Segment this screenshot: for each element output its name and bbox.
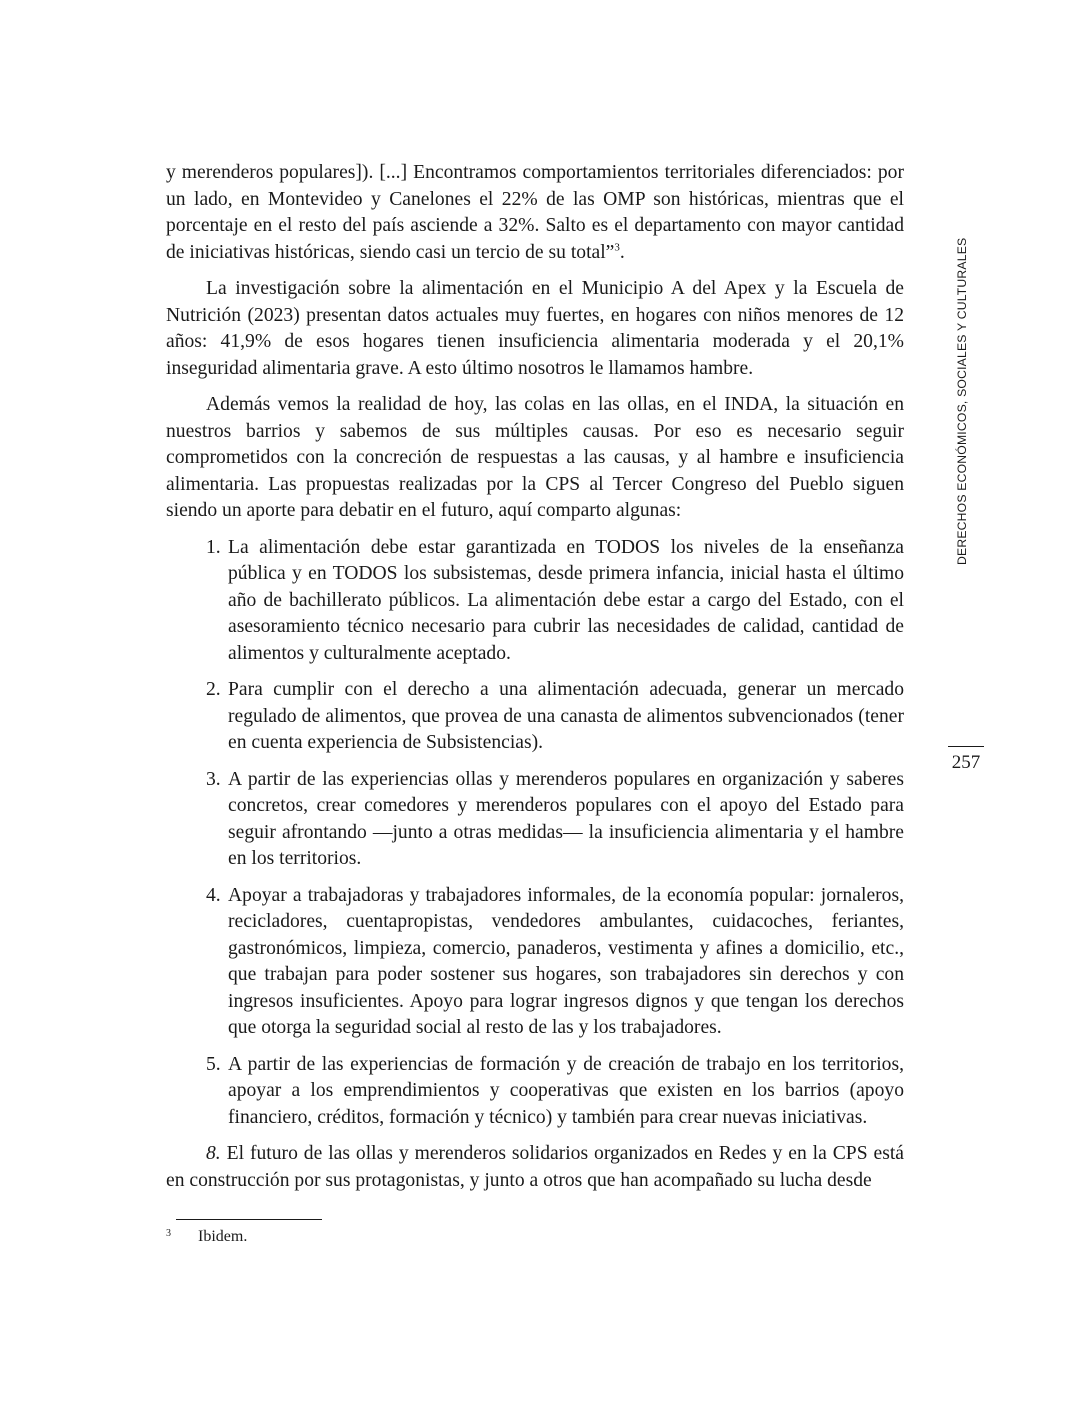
list-item-number: 5. xyxy=(206,1053,221,1075)
list-item-number: 1. xyxy=(206,536,221,558)
proposals-list xyxy=(166,535,904,1132)
list-item xyxy=(206,883,904,1042)
list-item-text: A partir de las experiencias ollas y merenderos populares en organización y saberes concretos, crear comedores y merenderos populares con el apoyo del Estado para seguir afrontando —junto a otras medidas— la insuficiencia alimentaria y el hambre en los territorios. xyxy=(228,768,904,869)
footnote-divider xyxy=(176,1219,322,1220)
paragraph-text: y merenderos populares]). [...] Encontramos comportamientos territoriales diferenciados: por un lado, en Montevideo y Canelones el 22% de las OMP son históricas, mientras que el porcentaje en el resto del país asciende a 32%. Salto es el departamento con mayor cantidad de iniciativas históricas, siendo casi un tercio de su total” xyxy=(166,162,904,263)
footnote-text: Ibidem. xyxy=(198,1228,248,1245)
footnote-mark: 3 xyxy=(166,1228,171,1239)
section-number: 8. xyxy=(206,1143,221,1164)
list-item-number: 3. xyxy=(206,768,221,790)
page-number: 257 xyxy=(951,752,981,773)
list-item-number: 4. xyxy=(206,884,221,906)
list-item-text: Apoyar a trabajadoras y trabajadores informales, de la economía popular: jornaleros, recicladores, cuentapropistas, vendedores ambulantes, cuidacoches, feriantes, gastronómicos, limpieza, comercio, panaderos, vestimenta y afines a domicilio, etc., que trabajan para poder sostener sus hogares, son trabajadores sin derechos y con ingresos insuficientes. Apoyo para lograr ingresos dignos y que tengan los derechos que otorga la seguridad social al resto de las y los trabajadores. xyxy=(228,884,904,1038)
running-head: DERECHOS ECONÓMICOS, SOCIALES Y CULTURALES xyxy=(955,237,969,565)
paragraph-reality: Además vemos la realidad de hoy, las colas en las ollas, en el INDA, la situación en nuestros barrios y sabemos de sus múltiples causas. Por eso es necesario seguir comprometidos con la concreción de respuestas a las causas, y al hambre e insuficiencia alimentaria. Las propuestas realizadas por la CPS al Tercer Congreso del Pueblo siguen siendo un aporte para debatir en el futuro, aquí comparto algunas: xyxy=(166,394,904,521)
section-text: El futuro de las ollas y merenderos solidarios organizados en Redes y en la CPS está en construcción por sus protagonistas, y junto a otros que han acompañado su lucha desde xyxy=(166,1143,904,1191)
section-paragraph xyxy=(166,1141,904,1194)
footnote xyxy=(166,1227,247,1247)
list-item xyxy=(206,535,904,668)
list-item xyxy=(206,1052,904,1132)
list-item-number: 2. xyxy=(206,679,221,700)
list-item-text: La alimentación debe estar garantizada en TODOS los niveles de la enseñanza pública y en TODOS los subsistemas, desde primera infancia, inicial hasta el último año de bachillerato públicos. La alimentación debe estar a cargo del Estado, con el asesoramiento técnico necesario para cubrir las necesidades de calidad, cantidad de alimentos y culturalmente aceptado. xyxy=(228,536,904,664)
list-item xyxy=(206,767,904,873)
list-item-text: A partir de las experiencias de formación y de creación de trabajo en los territorios, apoyar a los emprendimientos y cooperativas que existen en los barrios (apoyo financiero, créditos, formación y técnico) y también para crear nuevas iniciativas. xyxy=(228,1053,904,1128)
page-number-rule xyxy=(948,746,984,747)
paragraph-investigation: La investigación sobre la alimentación en el Municipio A del Apex y la Escuela de Nutrición (2023) presentan datos actuales muy fuertes, en hogares con niños menores de 12 años: 41,9% de esos hogares tienen insuficiencia alimentaria moderada y el 20,1% inseguridad alimentaria grave. A esto último nosotros le llamamos hambre. xyxy=(166,278,904,379)
page-body xyxy=(166,160,904,1204)
paragraph-continuation: y merenderos populares]). [...] Encontramos comportamientos territoriales diferenciados: por un lado, en Montevideo y Canelones el 22% de las OMP son históricas, mientras que el porcentaje en el resto del país asciende a 32%. Salto es el departamento con mayor cantidad de iniciativas históricas, siendo casi un tercio de su total”$^3$. xyxy=(166,162,904,263)
list-item xyxy=(206,677,904,757)
list-item-text: Para cumplir con el derecho a una alimentación adecuada, generar un mercado regulado de alimentos, que provea de una canasta de alimentos subvencionados (tener en cuenta experiencia de Subsistencias). xyxy=(228,679,904,753)
footnote-reference[interactable]: 3 xyxy=(614,240,620,253)
